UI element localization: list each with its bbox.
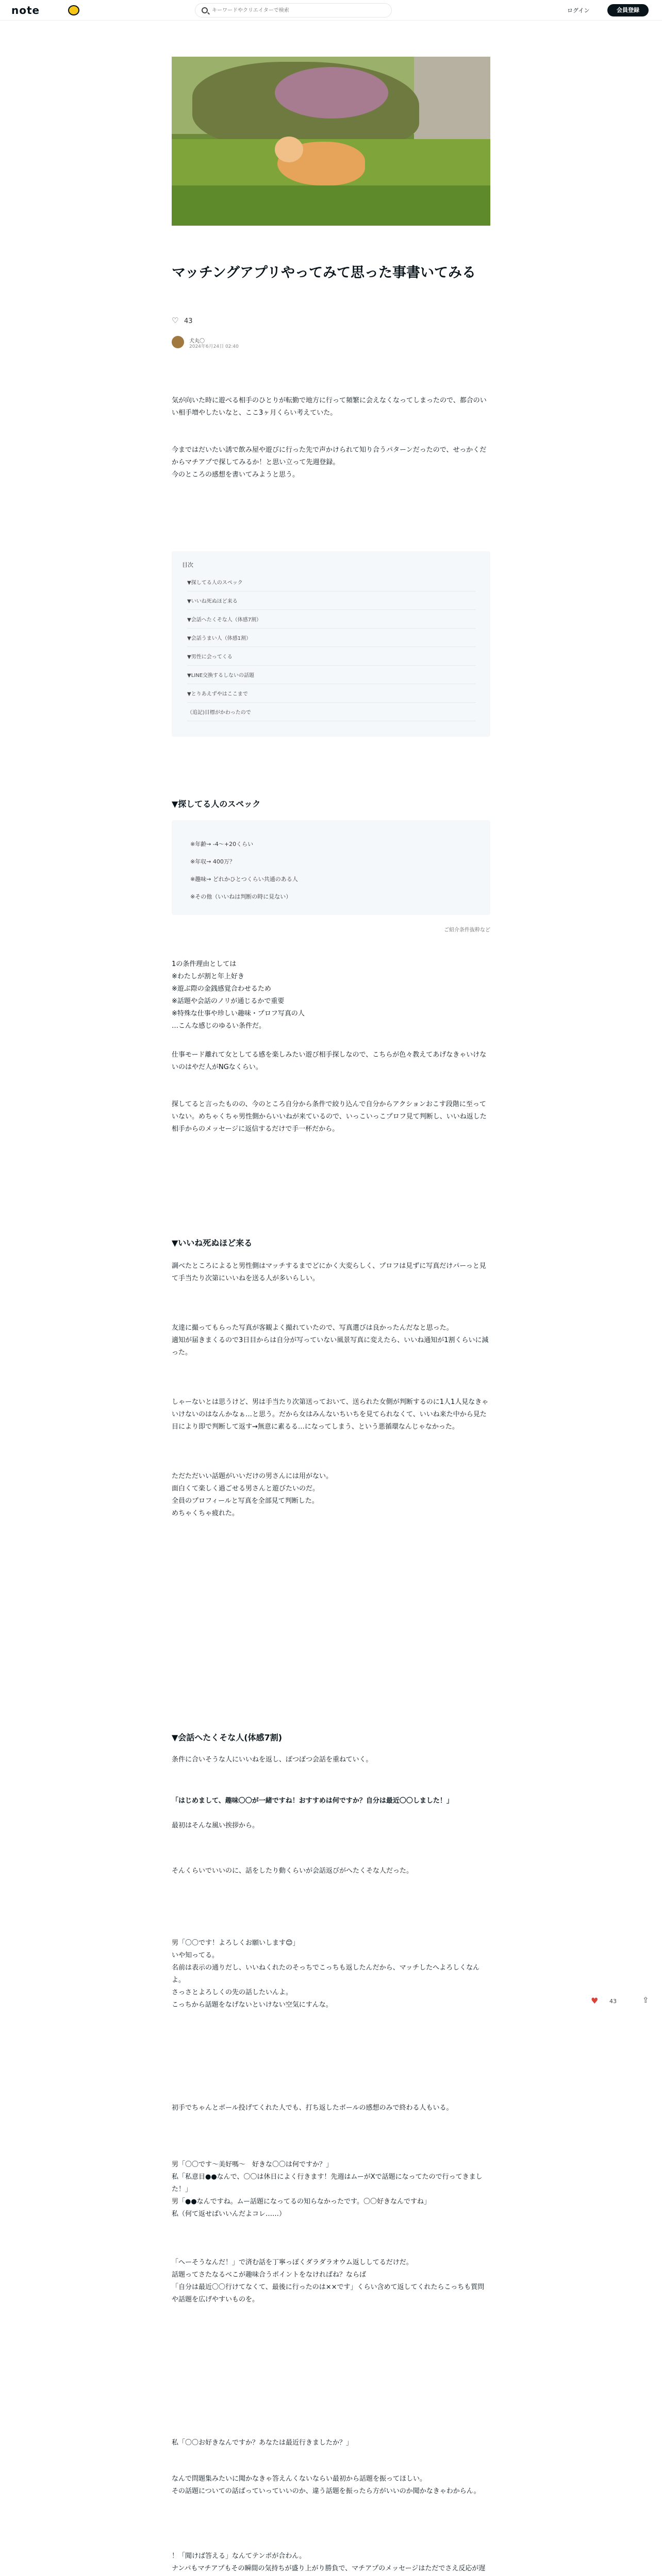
like-row[interactable] bbox=[172, 317, 193, 328]
section-heading: ▼会話へたくそな人(体感7割) bbox=[172, 1733, 283, 1742]
article-title: マッチングアプリやってみて思った事書いてみる bbox=[172, 265, 476, 281]
spec-caption: ご紹介条件抜粋など bbox=[444, 927, 490, 933]
spec-item: ※趣味→ どれかひとつくらい共通のある人 bbox=[190, 876, 298, 883]
toc-item[interactable]: ▼探してる人のスペック bbox=[187, 578, 476, 591]
body-paragraph: 私「〇〇お好きなんですか？あなたは最近行きましたか？」 bbox=[172, 2439, 353, 2447]
toc-item[interactable]: ▼会話うまい人（体感1割） bbox=[187, 634, 476, 647]
like-count: 43 bbox=[184, 317, 193, 325]
floating-like-count: 43 bbox=[609, 1998, 617, 2005]
section-heading: ▼探してる人のスペック bbox=[172, 799, 261, 809]
author-name[interactable]: 犬丸〇 bbox=[189, 338, 205, 344]
body-paragraph: そんくらいでいいのに、話をしたり動くらいが会話返びがへたくそな人だった。 bbox=[172, 1867, 413, 1875]
body-paragraph: 初手でちゃんとボール投げてくれた人でも、打ち返したボールの感想のみで終わる人もいる。 bbox=[172, 2104, 453, 2112]
body-paragraph: 条件に合いそうな人にいいねを返し、ぽつぽつ会話を重ねていく。 bbox=[172, 1756, 373, 1764]
table-of-contents bbox=[172, 551, 490, 737]
signup-button[interactable]: 会員登録 bbox=[607, 4, 649, 16]
search-box[interactable] bbox=[195, 3, 392, 18]
spec-item: ※年齢→ -4〜+20くらい bbox=[190, 841, 254, 848]
toc-item[interactable]: （追記)目標がかわったので bbox=[187, 708, 476, 721]
note-logo[interactable]: note bbox=[11, 4, 40, 16]
search-input[interactable] bbox=[212, 6, 387, 14]
body-paragraph: 仕事モード離れて女としてる感を楽しみたい遊び相手探しなので、こちらが色々教えてあげなきゃいけないのはやだ人がNGなくらい。 bbox=[172, 1051, 487, 1071]
hero-image bbox=[172, 57, 490, 226]
site-header bbox=[0, 0, 662, 21]
body-paragraph: 友達に撮ってもらった写真が客観よく撮れていたので、写真選びは良かったんだなと思った。 適知が届きまくるので3日目からは自分が写っていない風景写真に変えたら、いいね通知が1割くらいに減った。 bbox=[172, 1324, 489, 1357]
spec-item: ※年収→ 400万？ bbox=[190, 858, 235, 865]
post-date: 2024年6月24日 02:40 bbox=[189, 344, 239, 349]
toc-item[interactable]: ▼会話へたくそな人（体感7割） bbox=[187, 615, 476, 629]
intro-paragraph: 今まではだいたい誘で飲み屋や遊びに行った先で声かけられて知り合うパターンだったので、せっかくだからマチアプで探してみるか！と思い立って先週登録。 bbox=[172, 446, 487, 466]
body-paragraph: しゃーないとは思うけど、男は手当たり次第送っておいて、送られた女側が判断するのに1人1人見なきゃいけないのはなんかなぁ…と思う。だから女はみんないちいちを見てられなくて、いいね来た中から見た目により即で判断して返す→無意に素るる…になってしまう、という悪循環なんじゃなかった。 bbox=[172, 1398, 489, 1431]
body-paragraph: なんで問題集みたいに聞かなきゃ答えんくないならい最初から話題を振ってほしい。 その話題についての話ばっていっていいのか、違う話題を振ったら方がいいのか聞かなきゃわからん。 bbox=[172, 2475, 481, 2495]
toc-item[interactable]: ▼LINE交換するしないの話題 bbox=[187, 671, 476, 684]
body-paragraph: 探してると言ったものの、今のところ自分から条件で絞り込んで自分からアクションおこす段階に至っていない。めちゃくちゃ男性側からいいねが来ているので、いっこいっこプロフ見て判断し、いいね返した相手からのメッセージに返信するだけで手一杯だから。 bbox=[172, 1100, 487, 1133]
body-paragraph: 男「〇〇です〜美好嗎〜 好きな〇〇は何ですか？」 私「私意目●●なんで、〇〇は休日によく行きます！先週はムーがXで話題になってたので行ってきました！」 男「●●なんですね。ムー話題になってるの知らなかったです。〇〇好きなんですね」 私（何て返せばいいんだよコレ……） bbox=[172, 2161, 483, 2218]
intro-paragraph: 気が向いた時に遊べる相手のひとりが転勤で地方に行って頻繁に会えなくなってしまったので、都合のいい相手増やしたいなと、ここ3ヶ月くらい考えていた。 bbox=[172, 397, 487, 417]
toc-item[interactable]: ▼男性に会ってくる bbox=[187, 652, 476, 666]
body-paragraph: ただただいい話題がいいだけの男さんには用がない。 面白くて楽しく過ごせる男さんと遊びたいのだ。 全員のプロフィールと写真を全部見て判断した。 めちゃくちゃ疲れた。 bbox=[172, 1472, 333, 1517]
quote-paragraph: 「はじめまして、趣味〇〇が一緒ですね！おすすめは何ですか？自分は最近〇〇しました！」 bbox=[172, 1797, 453, 1805]
share-icon[interactable]: ⇪ bbox=[642, 1995, 649, 2005]
spec-item: ※その他（いいねは判断の時に見ない） bbox=[190, 893, 292, 900]
body-paragraph: 1の条件理由としては ※わたしが割と年上好き ※遊ぶ際の金銭感覚合わせるため ※話題や会話のノリが通じるかで重要 ※特殊な仕事や珍しい趣味・プロフ写真の人 …こんな感じのゆるい条件だ。 bbox=[172, 960, 305, 1030]
login-link[interactable]: ログイン bbox=[567, 7, 590, 14]
search-icon bbox=[202, 7, 208, 13]
toc-item[interactable]: ▼いいね死ぬほど来る bbox=[187, 597, 476, 610]
intro-paragraph: 今のところの感想を書いてみようと思う。 bbox=[172, 471, 300, 479]
body-paragraph: 男「〇〇です！よろしくお願いします😊」 いや知ってる。 名前は表示の通りだし、いいねくれたのそっちでこっちも返したんだから、マッチしたへよろしくなんよ。 さっさとよろしくの先の話したいんよ。 こっちから話題をなげないといけない空気にすんな。 bbox=[172, 1939, 480, 2009]
body-paragraph: 調べたところによると男性側はマッチするまでどにかく大変らしく、プロフは見ずに写真だけパーっと見て手当たり次第にいいねを送る人が多いらしい。 bbox=[172, 1262, 486, 1282]
toc-heading[interactable]: 目次 bbox=[182, 562, 193, 568]
body-paragraph: ！「聞けば答える」なんてテンポが合わん。 ナンパもマチアプもその瞬間の気持ちが盛り上がり勝負で、マチアプのメッセージはただでさえ反応が遅 bbox=[172, 2552, 486, 2572]
toc-item[interactable]: ▼とりあえずやはここまで bbox=[187, 689, 476, 703]
body-paragraph: 「へーそうなんだ！」で済む話を丁寧っぽくダラダラオウム返ししてるだけだ。 話題ってさたなるべこが趣味合うポイントをなければね？ならば 「自分は最近〇〇行けてなくて、最後に行ったのは××です」くらい含めて返してくれたらこっちも質問や話題を広げやすいものを。 bbox=[172, 2259, 485, 2303]
section-heading: ▼いいね死ぬほど来る bbox=[172, 1238, 253, 1248]
avatar[interactable] bbox=[172, 336, 184, 348]
body-paragraph: 最初はそんな風い挨拶から。 bbox=[172, 1822, 259, 1829]
heart-icon[interactable] bbox=[172, 318, 179, 325]
like-heart-icon[interactable]: ♥ bbox=[591, 1996, 599, 2006]
spec-box bbox=[172, 820, 490, 915]
logo-mascot-icon bbox=[68, 5, 79, 15]
